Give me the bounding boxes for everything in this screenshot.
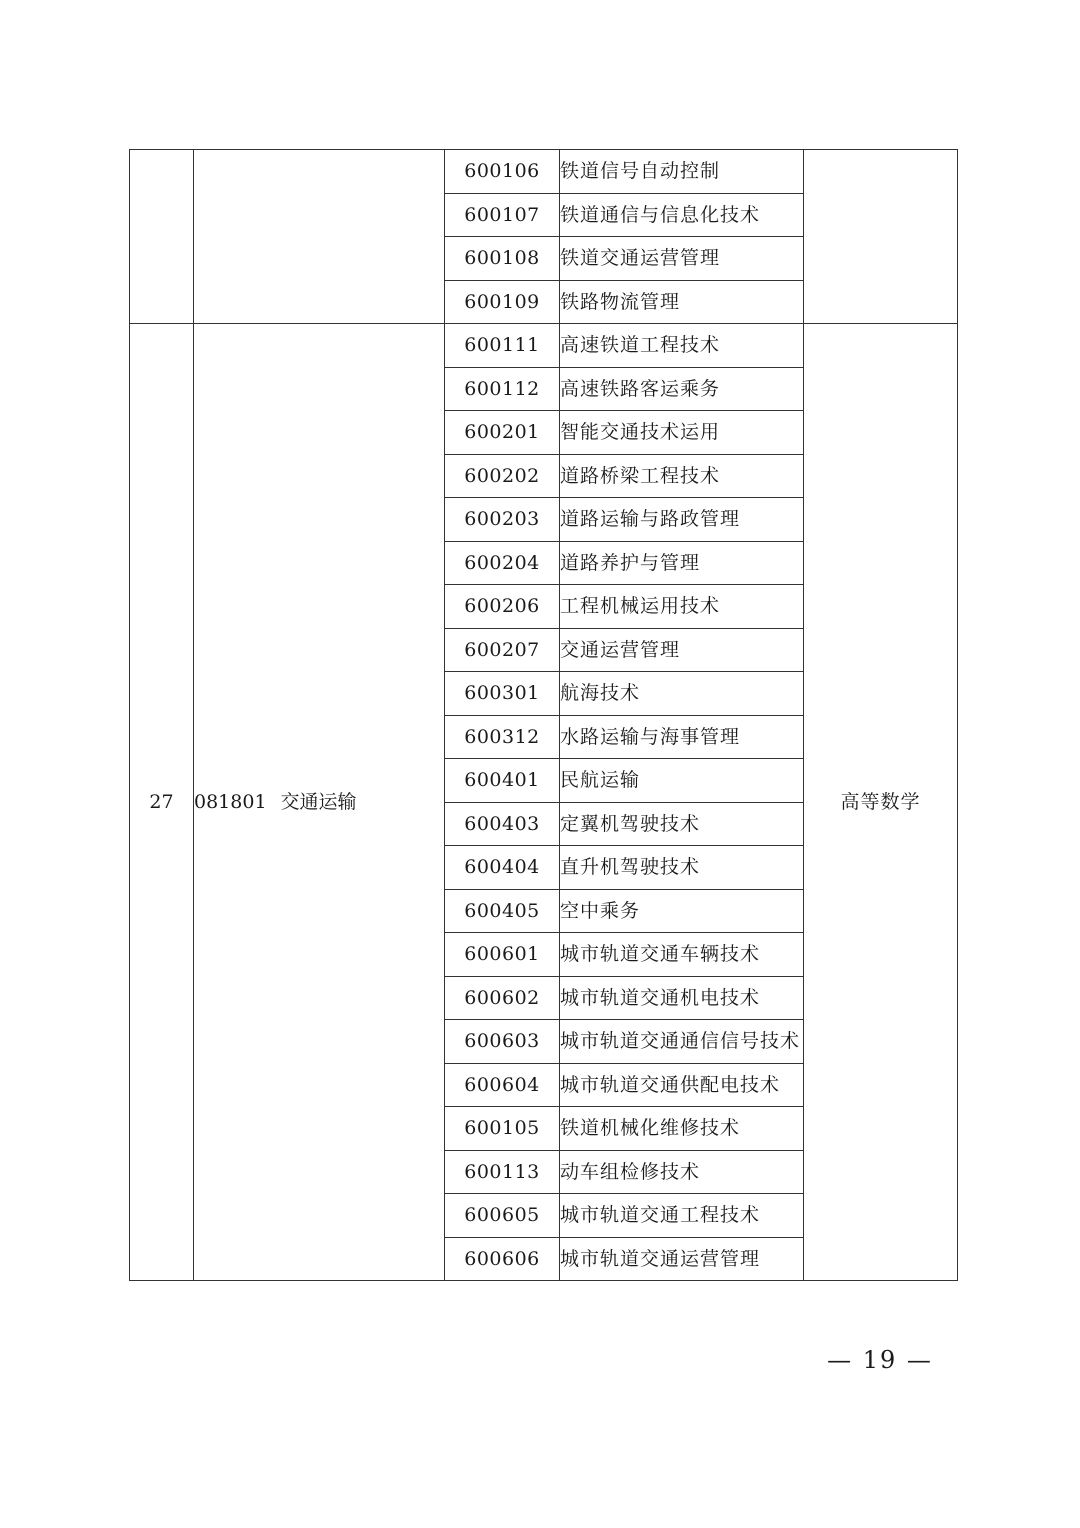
program-code-cell: 600105 xyxy=(445,1107,560,1151)
program-code-cell: 600206 xyxy=(445,585,560,629)
program-code-cell: 600312 xyxy=(445,715,560,759)
program-name-cell: 水路运输与海事管理 xyxy=(560,715,804,759)
program-name-cell: 高速铁道工程技术 xyxy=(560,324,804,368)
program-name-cell: 民航运输 xyxy=(560,759,804,803)
program-code-cell: 600203 xyxy=(445,498,560,542)
program-name-cell: 工程机械运用技术 xyxy=(560,585,804,629)
major-name: 交通运输 xyxy=(280,791,357,813)
program-code-cell: 600111 xyxy=(445,324,560,368)
program-name-cell: 城市轨道交通运营管理 xyxy=(560,1237,804,1281)
table-row xyxy=(130,324,958,368)
seq-cell: 27 xyxy=(130,324,194,1281)
program-code-cell: 600404 xyxy=(445,846,560,890)
program-name-cell: 城市轨道交通工程技术 xyxy=(560,1194,804,1238)
program-name-cell: 航海技术 xyxy=(560,672,804,716)
program-code-cell: 600108 xyxy=(445,237,560,281)
program-code-cell: 600202 xyxy=(445,454,560,498)
major-table xyxy=(129,149,958,1281)
program-name-cell: 城市轨道交通机电技术 xyxy=(560,976,804,1020)
program-name-cell: 城市轨道交通通信信号技术 xyxy=(560,1020,804,1064)
program-code-cell: 600106 xyxy=(445,150,560,194)
program-name-cell: 城市轨道交通车辆技术 xyxy=(560,933,804,977)
table-body xyxy=(130,150,958,1281)
program-code-cell: 600602 xyxy=(445,976,560,1020)
program-code-cell: 600207 xyxy=(445,628,560,672)
program-name-cell: 定翼机驾驶技术 xyxy=(560,802,804,846)
program-code-cell: 600604 xyxy=(445,1063,560,1107)
program-name-cell: 动车组检修技术 xyxy=(560,1150,804,1194)
program-code-cell: 600606 xyxy=(445,1237,560,1281)
program-name-cell: 铁道信号自动控制 xyxy=(560,150,804,194)
program-name-cell: 交通运营管理 xyxy=(560,628,804,672)
program-name-cell: 铁道机械化维修技术 xyxy=(560,1107,804,1151)
program-code-cell: 600601 xyxy=(445,933,560,977)
program-code-cell: 600301 xyxy=(445,672,560,716)
program-code-cell: 600605 xyxy=(445,1194,560,1238)
program-name-cell: 智能交通技术运用 xyxy=(560,411,804,455)
program-name-cell: 道路运输与路政管理 xyxy=(560,498,804,542)
program-name-cell: 铁路物流管理 xyxy=(560,280,804,324)
program-name-cell: 铁道交通运营管理 xyxy=(560,237,804,281)
table-row xyxy=(130,150,958,194)
program-name-cell: 城市轨道交通供配电技术 xyxy=(560,1063,804,1107)
program-code-cell: 600112 xyxy=(445,367,560,411)
major-cell xyxy=(194,150,445,324)
program-code-cell: 600109 xyxy=(445,280,560,324)
major-cell xyxy=(194,324,445,1281)
exam-subject-cell: 高等数学 xyxy=(804,324,958,1281)
program-code-cell: 600603 xyxy=(445,1020,560,1064)
program-code-cell: 600201 xyxy=(445,411,560,455)
program-code-cell: 600113 xyxy=(445,1150,560,1194)
exam-subject-cell xyxy=(804,150,958,324)
seq-cell xyxy=(130,150,194,324)
program-name-cell: 高速铁路客运乘务 xyxy=(560,367,804,411)
major-code: 081801 xyxy=(194,791,267,813)
program-code-cell: 600403 xyxy=(445,802,560,846)
program-name-cell: 直升机驾驶技术 xyxy=(560,846,804,890)
program-code-cell: 600204 xyxy=(445,541,560,585)
program-code-cell: 600401 xyxy=(445,759,560,803)
program-name-cell: 铁道通信与信息化技术 xyxy=(560,193,804,237)
program-name-cell: 道路桥梁工程技术 xyxy=(560,454,804,498)
page-number: — 19 — xyxy=(827,1346,933,1374)
program-name-cell: 空中乘务 xyxy=(560,889,804,933)
program-name-cell: 道路养护与管理 xyxy=(560,541,804,585)
program-code-cell: 600405 xyxy=(445,889,560,933)
program-code-cell: 600107 xyxy=(445,193,560,237)
